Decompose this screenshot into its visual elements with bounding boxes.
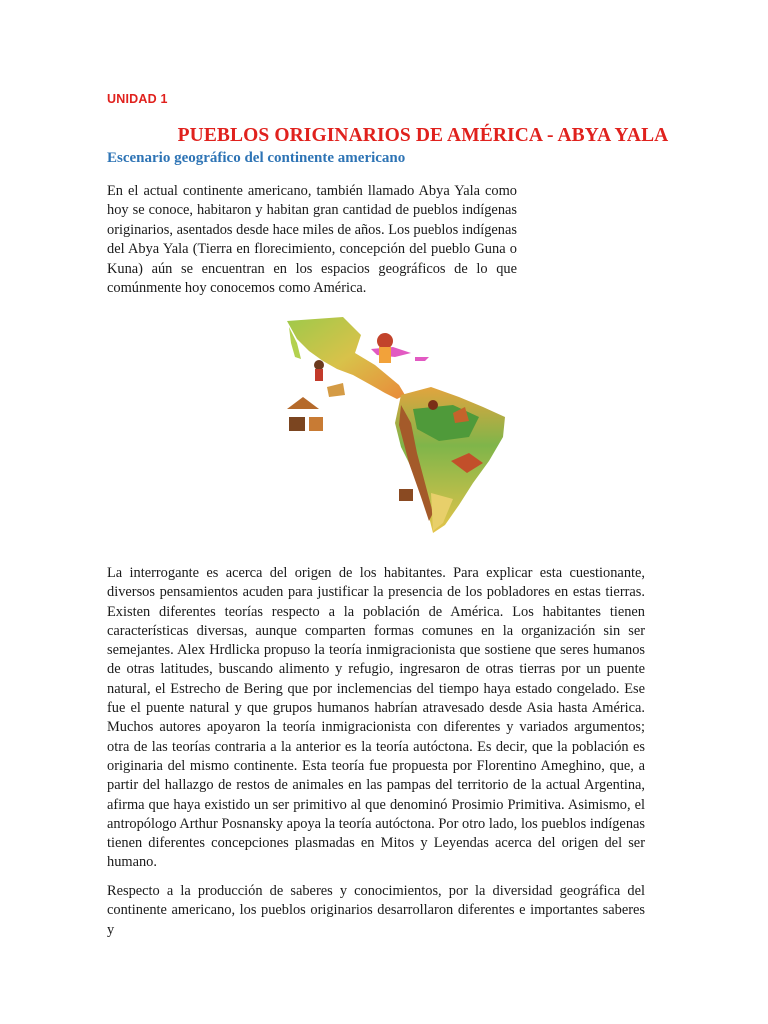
knowledge-paragraph: Respecto a la producción de saberes y conocimientos, por la diversidad geográfica del continente americano, los pueblos originarios desarrollaron diferentes e importantes saberes y <box>107 883 645 938</box>
document-title: PUEBLOS ORIGINARIOS DE AMÉRICA - ABYA YALA <box>177 125 669 146</box>
unit-label: UNIDAD 1 <box>107 92 168 106</box>
origin-theories-paragraph: La interrogante es acerca del origen de los habitantes. Para explicar esta cuestionante, diversos pensamientos acuden para justificar la presencia de los pobladores en estas tierras. Existen diferentes teorías respecto a la población de América. Los habitantes tienen características diversas, aunque comparten formas comunes en la organización sin ser semejantes. Alex Hrdlicka propuso la teoría inmigracionista que sostiene que seres humanos de otras latitudes, buscando alimento y refugio, ingresaron de otras tierras por un puente natural, el Estrecho de Bering que por inclemencias del tiempo haya estado congelado. Ese fue el puente natural y que grupos humanos habrían atravesado desde Asia hasta América. Muchos autores apoyaron la teoría inmigracionista con diferentes y variados argumentos; otra de las teorías contraria a la anterior es la teoría autóctona. Es decir, que la población es originaria del mismo continente. Esta teoría fue propuesta por Florentino Ameghino, que, a partir del hallazgo de restos de animales en las pampas del territorio de la actual Argentina, afirma que haya existido un ser primitivo al que denominó Prosimio Primitiva. Asimismo, el antropólogo Arthur Posnansky apoya la teoría autóctona. Por otro lado, los pueblos indígenas tienen diferentes concepciones plasmadas en Mitos y Leyendas acerca del origen del ser humano. <box>107 565 645 871</box>
latin-america-map-illustration <box>283 313 517 534</box>
intro-paragraph: En el actual continente americano, también llamado Abya Yala como hoy se conoce, habitaron y habitan gran cantidad de pueblos indígenas originarios, asentados desde hace miles de años. Los pueblos indígenas del Abya Yala (Tierra en florecimiento, concepción del pueblo Guna o Kuna) aún se encuentran en los espacios geográficos de lo que comúnmente hoy conocemos como América. <box>107 183 517 297</box>
section-subtitle: Escenario geográfico del continente americano <box>107 150 406 166</box>
